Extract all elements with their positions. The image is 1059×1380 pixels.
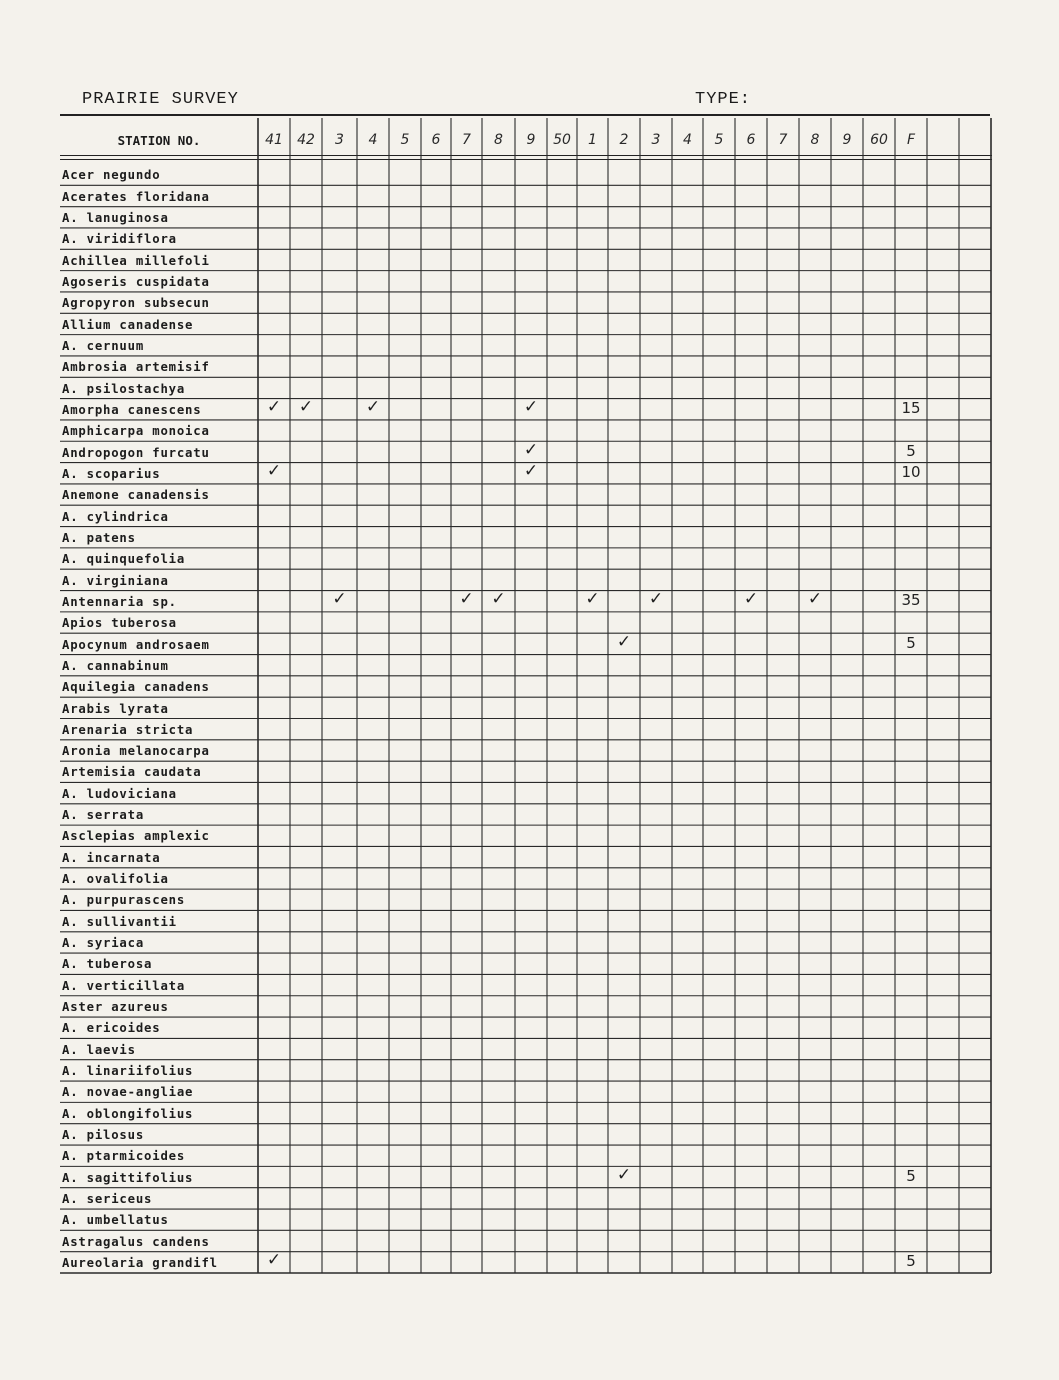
check-mark-icon: ✓ [523, 439, 539, 460]
species-name: A. virginiana [62, 573, 169, 588]
check-mark-icon: ✓ [266, 1250, 282, 1271]
species-name: Acer negundo [62, 168, 161, 183]
column-header-2: 3 [335, 132, 344, 148]
column-header-4: 5 [400, 132, 410, 148]
species-name: A. linariifolius [62, 1064, 194, 1079]
species-name: Ambrosia artemisif [62, 360, 210, 375]
column-header-3: 4 [368, 132, 378, 148]
column-header-1: 42 [297, 132, 315, 148]
column-header-6: 7 [462, 132, 471, 148]
species-name: Apios tuberosa [62, 616, 177, 631]
species-name: A. verticillata [62, 978, 186, 993]
species-name: A. patens [62, 530, 136, 545]
species-name: Andropogon furcatu [62, 445, 210, 460]
species-name: Aronia melanocarpa [62, 744, 210, 759]
species-name: Antennaria sp. [62, 594, 177, 609]
species-name: A. novae-angliae [62, 1085, 194, 1100]
species-name: A. scoparius [62, 466, 161, 481]
species-name: Allium canadense [62, 317, 194, 332]
species-name: A. umbellatus [62, 1213, 169, 1228]
species-name: A. psilostachya [62, 381, 186, 396]
species-name: A. cylindrica [62, 509, 169, 524]
check-mark-icon: ✓ [523, 397, 539, 418]
species-name: A. sericeus [62, 1192, 153, 1207]
column-header-21 [927, 122, 959, 158]
species-name: Arenaria stricta [62, 722, 194, 737]
species-name: A. pilosus [62, 1128, 145, 1143]
check-mark-icon: ✓ [616, 1165, 632, 1186]
species-name: A. cannabinum [62, 658, 169, 673]
species-name: A. ericoides [62, 1021, 161, 1036]
species-name: Achillea millefoli [62, 253, 210, 268]
frequency-value: 15 [901, 399, 921, 418]
species-name: Aquilegia canadens [62, 680, 210, 695]
species-name: Artemisia caudata [62, 765, 202, 780]
column-header-8: 9 [526, 132, 536, 148]
species-name: A. oblongifolius [62, 1106, 194, 1121]
species-name: A. sagittifolius [62, 1170, 194, 1185]
form-title: PRAIRIE SURVEY [82, 90, 239, 109]
species-name: A. incarnata [62, 850, 161, 865]
check-mark-icon: ✓ [743, 589, 759, 610]
station-label: STATION NO. [117, 133, 201, 148]
column-header-14: 5 [714, 132, 724, 148]
frequency-value: 5 [906, 1252, 916, 1271]
frequency-value: 5 [906, 1167, 916, 1186]
column-header-15: 6 [746, 132, 756, 148]
species-name: Amphicarpa monoica [62, 424, 210, 439]
frequency-value: 10 [901, 463, 921, 482]
species-name: Amorpha canescens [62, 402, 202, 417]
species-name: Aureolaria grandifl [62, 1256, 218, 1270]
check-mark-icon: ✓ [616, 631, 632, 652]
species-name: Acerates floridana [62, 189, 210, 204]
species-name: A. purpurascens [62, 893, 186, 908]
species-name: A. quinquefolia [62, 552, 186, 567]
species-name: A. serrata [62, 808, 145, 823]
species-name: A. ptarmicoides [62, 1149, 186, 1164]
species-name: A. viridiflora [62, 232, 177, 247]
species-name: Asclepias amplexic [62, 829, 210, 844]
column-header-11: 2 [619, 132, 629, 148]
species-name: A. lanuginosa [62, 210, 169, 225]
column-header-16: 7 [778, 132, 788, 148]
column-header-0: 41 [265, 132, 283, 148]
column-header-12: 3 [651, 132, 661, 148]
column-header-10: 1 [588, 132, 597, 148]
check-mark-icon: ✓ [266, 397, 282, 418]
species-name: A. syriaca [62, 936, 145, 951]
frequency-value: 35 [901, 591, 921, 610]
check-mark-icon: ✓ [491, 589, 506, 610]
species-name: A. tuberosa [62, 957, 153, 972]
species-name: A. ovalifolia [62, 872, 169, 887]
check-mark-icon: ✓ [585, 589, 600, 610]
species-name: Anemone canadensis [62, 488, 210, 503]
frequency-value: 5 [906, 633, 916, 652]
species-name: Aster azureus [62, 1000, 169, 1015]
check-mark-icon: ✓ [332, 589, 347, 610]
species-name: A. sullivantii [62, 914, 177, 929]
column-header-13: 4 [683, 132, 692, 148]
species-name: A. ludoviciana [62, 786, 177, 801]
species-name: Agropyron subsecun [62, 296, 210, 311]
check-mark-icon: ✓ [523, 461, 539, 482]
column-header-9: 50 [553, 132, 571, 148]
column-header-5: 6 [431, 132, 441, 148]
column-header-17: 8 [810, 132, 820, 148]
column-header-7: 8 [494, 132, 503, 148]
species-name: Astragalus candens [62, 1234, 210, 1249]
species-name: A. cernuum [62, 338, 145, 353]
check-mark-icon: ✓ [298, 397, 314, 418]
species-name: Agoseris cuspidata [62, 274, 210, 289]
check-mark-icon: ✓ [459, 589, 474, 610]
column-header-19: 60 [870, 132, 888, 148]
frequency-value: 5 [906, 441, 916, 460]
column-header-18: 9 [842, 132, 852, 148]
column-header-20: F [906, 132, 916, 148]
species-name: Arabis lyrata [62, 701, 169, 716]
species-name: Apocynum androsaem [62, 637, 210, 652]
type-label: TYPE: [695, 90, 752, 109]
species-name: A. laevis [62, 1042, 136, 1057]
check-mark-icon: ✓ [648, 589, 664, 610]
check-mark-icon: ✓ [807, 589, 823, 610]
check-mark-icon: ✓ [266, 461, 282, 482]
check-mark-icon: ✓ [365, 397, 381, 418]
